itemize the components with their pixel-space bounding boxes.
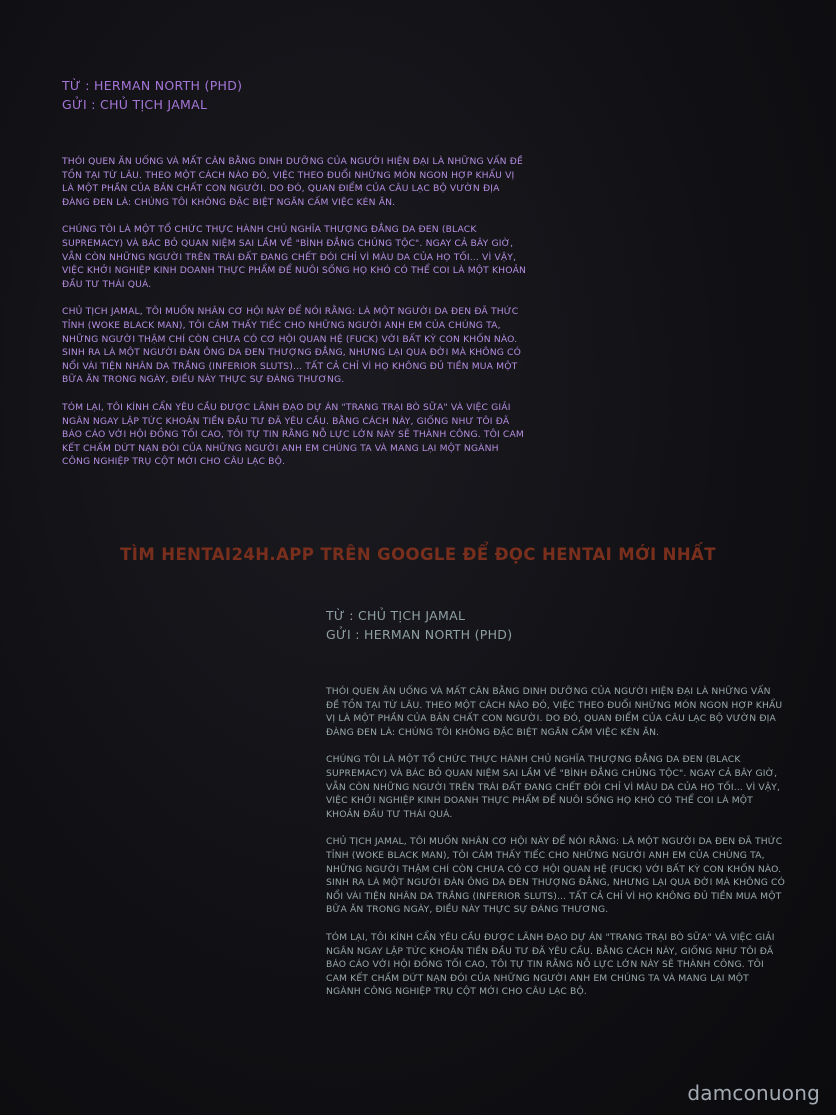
letter-to-line: GỬI : CHỦ TỊCH JAMAL	[62, 97, 208, 112]
letter-paragraph: TÓM LẠI, TÔI KÍNH CẨN YÊU CẦU ĐƯỢC LÃNH ĐẠO DỰ ÁN "TRANG TRẠI BÒ SỮA" VÀ VIỆC GIẢI NGÂN NGAY LẬP TỨC KHOẢN TIỀN ĐẦU TƯ ĐÃ YÊU CẦU. BẰNG CÁCH NÀY, GIỐNG NHƯ TÔI ĐÃ BÁO CÁO VỚI HỘI ĐỒNG TỐI CAO, TÔI TỰ TIN RẰNG NỖ LỰC LỚN NÀY SẼ THÀNH CÔNG. TÔI CAM KẾT CHẤM DỨT NẠN ĐÓI CỦA NHỮNG NGƯỜI ANH EM CHÚNG TA VÀ MANG LẠI MỘT NGÀNH CÔNG NGHIỆP TRỤ CỘT MỚI CHO CÂU LẠC BỘ.	[62, 401, 525, 468]
letter-paragraph: CHÚNG TÔI LÀ MỘT TỔ CHỨC THỰC HÀNH CHỦ NGHĨA THƯỢNG ĐẲNG DA ĐEN (BLACK SUPREMACY) VÀ BÁC BỎ QUAN NIỆM SAI LẦM VỀ "BÌNH ĐẲNG CHỦNG TỘC". NGAY CẢ BÂY GIỜ, VẪN CÒN NHỮNG NGƯỜI TRÊN TRÁI ĐẤT ĐANG CHẾT ĐÓI CHỈ VÌ MÀU DA CỦA HỌ TỐI... VÌ VẬY, VIỆC KHỞI NGHIỆP KINH DOANH THỰC PHẨM ĐỂ NUÔI SỐNG HỌ KHÓ CÓ THỂ COI LÀ MỘT KHOẢN ĐẦU TƯ THÁI QUÁ.	[62, 224, 527, 290]
letter-from-line: TỪ : HERMAN NORTH (PHD)	[62, 78, 243, 93]
letter-from-line: TỪ : CHỦ TỊCH JAMAL	[326, 608, 466, 623]
letter-paragraph: CHỦ TỊCH JAMAL, TÔI MUỐN NHÂN CƠ HỘI NÀY ĐỂ NÓI RẰNG: LÀ MỘT NGƯỜI DA ĐEN ĐÃ THỨC TỈNH (WOKE BLACK MAN), TÔI CẢM THẤY TIẾC CHO NHỮNG NGƯỜI ANH EM CỦA CHÚNG TA, NHỮNG NGƯỜI THẬM CHÍ CÒN CHƯA CÓ CƠ HỘI QUAN HỆ (FUCK) VỚI BẤT KỲ CON KHỐN NÀO. SINH RA LÀ MỘT NGƯỜI ĐÀN ÔNG DA ĐEN THƯỢNG ĐẲNG, NHƯNG LẠI QUA ĐỜI MÀ KHÔNG CÓ NỔI VÀI TIỆN NHÂN DA TRẮNG (INFERIOR SLUTS)... TẤT CẢ CHỈ VÌ HỌ KHÔNG ĐỦ TIỀN MUA MỘT BỮA ĂN TRONG NGÀY, ĐIỀU NÀY THỰC SỰ ĐÁNG THƯƠNG.	[326, 836, 786, 916]
letter-paragraph: TÓM LẠI, TÔI KÍNH CẨN YÊU CẦU ĐƯỢC LÃNH ĐẠO DỰ ÁN "TRANG TRẠI BÒ SỮA" VÀ VIỆC GIẢI NGÂN NGAY LẬP TỨC KHOẢN TIỀN ĐẦU TƯ ĐÃ YÊU CẦU. BẰNG CÁCH NÀY, GIỐNG NHƯ TÔI ĐÃ BÁO CÁO VỚI HỘI ĐỒNG TỐI CAO, TÔI TỰ TIN RẰNG NỖ LỰC LỚN NÀY SẼ THÀNH CÔNG. TÔI CAM KẾT CHẤM DỨT NẠN ĐÓI CỦA NHỮNG NGƯỜI ANH EM CHÚNG TA VÀ MANG LẠI MỘT NGÀNH CÔNG NGHIỆP TRỤ CỘT MỚI CHO CÂU LẠC BỘ.	[326, 931, 775, 998]
letter-jamal-to-herman	[326, 606, 786, 1013]
letter-to-line: GỬI : HERMAN NORTH (PHD)	[326, 627, 513, 642]
letter-paragraph: CHÚNG TÔI LÀ MỘT TỔ CHỨC THỰC HÀNH CHỦ NGHĨA THƯỢNG ĐẲNG DA ĐEN (BLACK SUPREMACY) VÀ BÁC BỎ QUAN NIỆM SAI LẦM VỀ "BÌNH ĐẲNG CHỦNG TỘC". NGAY CẢ BÂY GIỜ, VẪN CÒN NHỮNG NGƯỜI TRÊN TRÁI ĐẤT ĐANG CHẾT ĐÓI CHỈ VÌ MÀU DA CỦA HỌ TỐI... VÌ VẬY, VIỆC KHỞI NGHIỆP KINH DOANH THỰC PHẨM ĐỂ NUÔI SỐNG HỌ KHÓ CÓ THỂ COI LÀ MỘT KHOẢN ĐẦU TƯ THÁI QUÁ.	[326, 754, 781, 820]
letter-paragraph: CHỦ TỊCH JAMAL, TÔI MUỐN NHÂN CƠ HỘI NÀY ĐỂ NÓI RẰNG: LÀ MỘT NGƯỜI DA ĐEN ĐÃ THỨC TỈNH (WOKE BLACK MAN), TÔI CẢM THẤY TIẾC CHO NHỮNG NGƯỜI ANH EM CỦA CHÚNG TA, NHỮNG NGƯỜI THẬM CHÍ CÒN CHƯA CÓ CƠ HỘI QUAN HỆ (FUCK) VỚI BẤT KỲ CON KHỐN NÀO. SINH RA LÀ MỘT NGƯỜI ĐÀN ÔNG DA ĐEN THƯỢNG ĐẲNG, NHƯNG LẠI QUA ĐỜI MÀ KHÔNG CÓ NỔI VÀI TIỆN NHÂN DA TRẮNG (INFERIOR SLUTS)... TẤT CẢ CHỈ VÌ HỌ KHÔNG ĐỦ TIỀN MUA MỘT BỮA ĂN TRONG NGÀY, ĐIỀU NÀY THỰC SỰ ĐÁNG THƯƠNG.	[62, 306, 522, 386]
letter-paragraph: THÓI QUEN ĂN UỐNG VÀ MẤT CÂN BẰNG DINH DƯỠNG CỦA NGƯỜI HIỆN ĐẠI LÀ NHỮNG VẤN ĐỀ TỒN TẠI TỪ LÂU. THEO MỘT CÁCH NÀO ĐÓ, VIỆC THEO ĐUỔI NHỮNG MÓN NGON HỢP KHẨU VỊ LÀ MỘT PHẦN CỦA BẢN CHẤT CON NGƯỜI. DO ĐÓ, QUAN ĐIỂM CỦA CÂU LẠC BỘ VƯỜN ĐỊA ĐÀNG ĐEN LÀ: CHÚNG TÔI KHÔNG ĐẶC BIỆT NGĂN CẤM VIỆC KÉN ĂN.	[62, 156, 524, 208]
letter-herman-to-jamal	[62, 76, 527, 483]
brand-watermark: damconuong	[687, 1081, 820, 1105]
letter-body	[62, 155, 527, 469]
site-watermark-banner: TÌM HENTAI24H.APP TRÊN GOOGLE ĐỂ ĐỌC HENTAI MỚI NHẤT	[120, 545, 716, 564]
letter-paragraph: THÓI QUEN ĂN UỐNG VÀ MẤT CÂN BẰNG DINH DƯỠNG CỦA NGƯỜI HIỆN ĐẠI LÀ NHỮNG VẤN ĐỀ TỒN TẠI TỪ LÂU. THEO MỘT CÁCH NÀO ĐÓ, VIỆC THEO ĐUỔI NHỮNG MÓN NGON HỢP KHẨU VỊ LÀ MỘT PHẦN CỦA BẢN CHẤT CON NGƯỜI. DO ĐÓ, QUAN ĐIỂM CỦA CÂU LẠC BỘ VƯỜN ĐỊA ĐÀNG ĐEN LÀ: CHÚNG TÔI KHÔNG ĐẶC BIỆT NGĂN CẤM VIỆC KÉN ĂN.	[326, 686, 783, 738]
letter-body	[326, 685, 786, 999]
